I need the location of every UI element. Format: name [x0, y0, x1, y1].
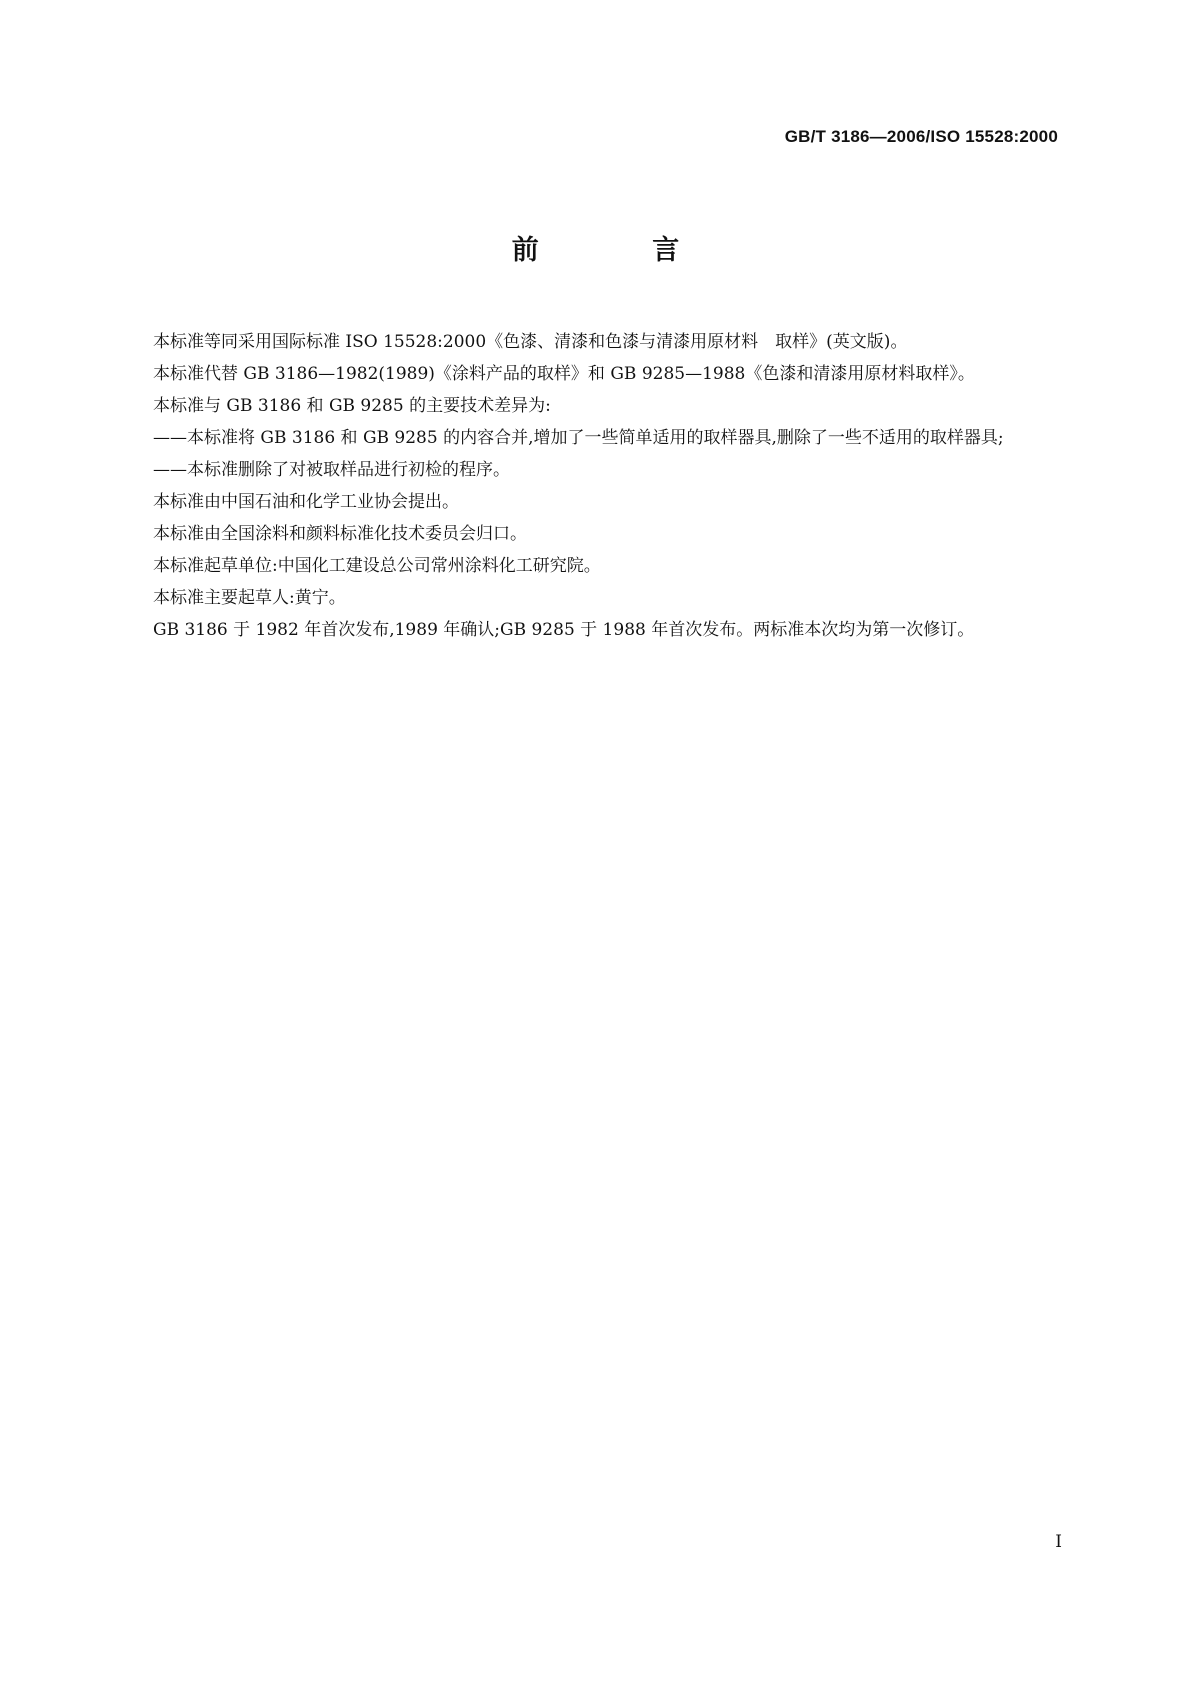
paragraph-history: GB 3186 于 1982 年首次发布,1989 年确认;GB 9285 于 1988 年首次发布。两标准本次均为第一次修订。	[153, 620, 975, 640]
paragraph-proposer: 本标准由中国石油和化学工业协会提出。	[153, 492, 459, 512]
paragraph-committee: 本标准由全国涂料和颜料标准化技术委员会归口。	[153, 524, 527, 544]
paragraph-differences-intro: 本标准与 GB 3186 和 GB 9285 的主要技术差异为:	[153, 396, 551, 416]
difference-item: ——本标准删除了对被取样品进行初检的程序。	[153, 460, 510, 480]
paragraph-drafter: 本标准主要起草人:黄宁。	[153, 588, 346, 608]
paragraph-adoption: 本标准等同采用国际标准 ISO 15528:2000《色漆、清漆和色漆与清漆用原材料 取样》(英文版)。	[153, 332, 908, 352]
paragraph-replacement: 本标准代替 GB 3186—1982(1989)《涂料产品的取样》和 GB 9285—1988《色漆和清漆用原材料取样》。	[153, 364, 975, 384]
standard-code: GB/T 3186—2006/ISO 15528:2000	[784, 127, 1058, 146]
foreword-body	[119, 326, 1059, 646]
difference-item: ——本标准将 GB 3186 和 GB 9285 的内容合并,增加了一些简单适用的取样器具,删除了一些不适用的取样器具;	[153, 428, 1004, 448]
paragraph-drafting-unit: 本标准起草单位:中国化工建设总公司常州涂料化工研究院。	[153, 556, 601, 576]
page-title: 前 言	[511, 235, 732, 266]
page-number: I	[1055, 1532, 1062, 1552]
